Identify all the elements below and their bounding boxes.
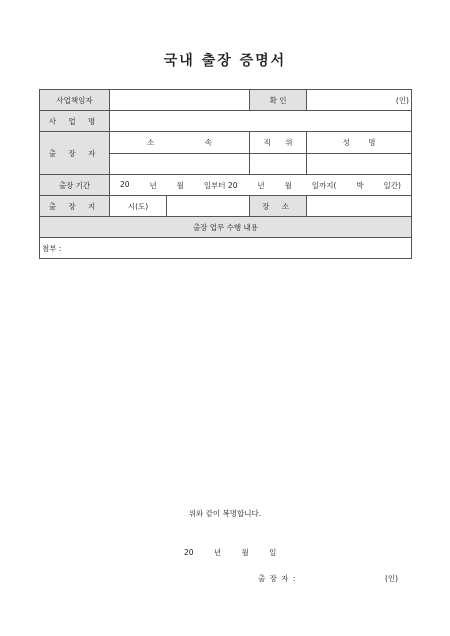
period-label: 출장 기간 — [40, 175, 110, 196]
manager-label: 사업책임자 — [40, 90, 110, 111]
period-year-unit: 년 — [149, 180, 157, 190]
trip-form-table — [39, 89, 412, 259]
name-label: 성 명 — [307, 132, 412, 154]
affiliation-field[interactable] — [110, 153, 250, 175]
document-title: 국내 출장 증명서 — [163, 53, 287, 69]
manager-row — [40, 90, 412, 111]
signer-label: 출 장 자 : — [258, 574, 297, 583]
period-month-unit-end: 월 — [284, 180, 292, 190]
city-label: 시(도) — [110, 196, 167, 217]
position-label: 직 위 — [250, 132, 307, 154]
period-days-text: 일간) — [383, 180, 401, 190]
city-field[interactable] — [167, 196, 250, 217]
traveler-label: 출 장 자 — [40, 132, 110, 175]
period-from-text: 일부터 20 — [203, 180, 238, 190]
content-row — [40, 238, 412, 259]
period-field[interactable] — [110, 175, 412, 196]
project-field[interactable] — [110, 111, 412, 132]
project-label: 사 업 명 — [40, 111, 110, 132]
signature-date: 20 년 월 일 — [184, 548, 277, 557]
period-until-text: 일까지( — [311, 180, 337, 190]
destination-label: 출 장 지 — [40, 196, 110, 217]
content-header: 출장 업무 수행 내용 — [40, 217, 412, 238]
signer-seal[interactable]: (인) — [385, 574, 399, 583]
affiliation-label: 소 속 — [110, 132, 250, 154]
period-nights-text: 박 — [356, 180, 364, 190]
destination-row — [40, 196, 412, 217]
content-header-row — [40, 217, 412, 238]
period-year-start: 20 — [120, 179, 130, 189]
certify-statement: 위와 같이 복명합니다. — [188, 509, 262, 518]
name-field[interactable] — [307, 153, 412, 175]
manager-field[interactable] — [110, 90, 250, 111]
attachment-label: 첨부 : — [42, 243, 62, 253]
confirm-label: 확 인 — [250, 90, 307, 111]
period-month-unit: 월 — [176, 180, 184, 190]
period-row — [40, 175, 412, 196]
project-row — [40, 111, 412, 132]
content-area[interactable] — [40, 238, 412, 259]
period-year-unit-end: 년 — [257, 180, 265, 190]
place-field[interactable] — [307, 196, 412, 217]
confirm-seal[interactable]: (인) — [307, 90, 412, 111]
place-label: 장 소 — [250, 196, 307, 217]
position-field[interactable] — [250, 153, 307, 175]
traveler-header-row — [40, 132, 412, 154]
